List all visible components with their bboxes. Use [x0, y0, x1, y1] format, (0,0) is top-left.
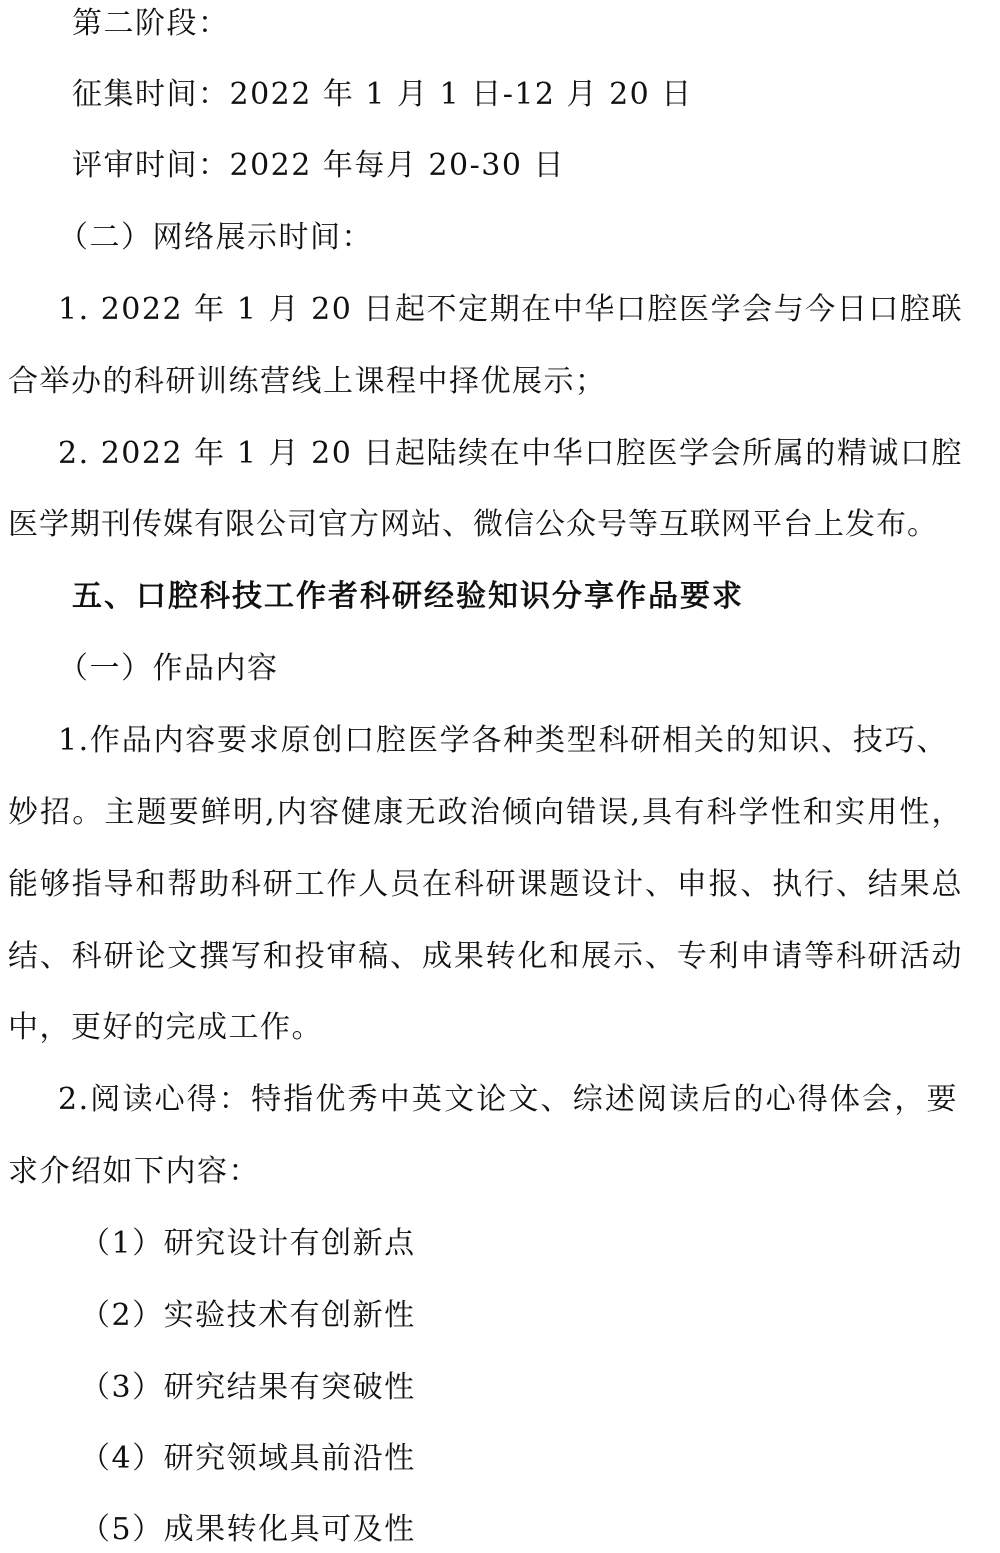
content-item-1-line-5: 中，更好的完成工作。	[8, 1010, 323, 1045]
criteria-item: （5）成果转化具可及性	[80, 1512, 416, 1547]
collection-time: 征集时间：2022 年 1 月 1 日-12 月 20 日	[72, 77, 693, 112]
display-item-2-line-2: 医学期刊传媒有限公司官方网站、微信公众号等互联网平台上发布。	[8, 507, 938, 542]
criteria-item: （4）研究领域具前沿性	[80, 1441, 416, 1476]
criteria-item: （2）实验技术有创新性	[80, 1298, 416, 1333]
criteria-item: （3）研究结果有突破性	[80, 1370, 416, 1405]
content-item-2-line-2: 求介绍如下内容：	[8, 1154, 260, 1189]
content-item-1-line-3: 能够指导和帮助科研工作人员在科研课题设计、申报、执行、结果总	[8, 867, 963, 902]
content-item-1-line-4: 结、科研论文撰写和投审稿、成果转化和展示、专利申请等科研活动	[8, 939, 963, 974]
display-item-1-line-2: 合举办的科研训练营线上课程中择优展示；	[8, 364, 607, 399]
content-item-1-line-2: 妙招。主题要鲜明,内容健康无政治倾向错误,具有科学性和实用性，	[8, 795, 963, 830]
review-time: 评审时间：2022 年每月 20-30 日	[72, 148, 565, 183]
content-item-2-line-1: 2.阅读心得：特指优秀中英文论文、综述阅读后的心得体会，要	[58, 1082, 958, 1117]
online-display-heading: （二）网络展示时间：	[58, 220, 373, 255]
stage2-heading: 第二阶段：	[72, 6, 230, 41]
display-item-2-line-1: 2. 2022 年 1 月 20 日起陆续在中华口腔医学会所属的精诚口腔	[58, 436, 963, 471]
criteria-item: （1）研究设计有创新点	[80, 1226, 416, 1261]
content-item-1-line-1: 1.作品内容要求原创口腔医学各种类型科研相关的知识、技巧、	[58, 723, 948, 758]
section-5-heading: 五、口腔科技工作者科研经验知识分享作品要求	[72, 579, 744, 614]
content-heading: （一）作品内容	[58, 651, 279, 686]
display-item-1-line-1: 1. 2022 年 1 月 20 日起不定期在中华口腔医学会与今日口腔联	[58, 292, 963, 327]
